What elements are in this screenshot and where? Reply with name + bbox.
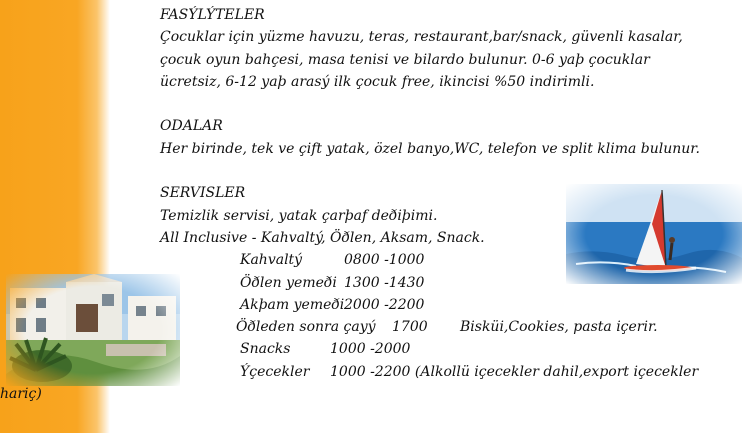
rooms-line: Her birinde, tek ve çift yatak, özel banyo,WC, telefon ve split klima bulunur. [160,140,700,157]
facilities-line: çocuk oyun bahçesi, masa tenisi ve bilardo bulunur. 0-6 yaþ çocuklar [160,51,650,68]
schedule-time: 0800 -1000 [344,252,425,269]
rooms-heading: ODALAR [160,118,223,135]
schedule-label: Öðleden sonra çayý [236,319,376,336]
schedule-label: Ýçecekler [240,363,310,380]
services-line: All Inclusive - Kahvaltý, Öðlen, Aksam, Snack. [160,229,485,246]
schedule-time: 1000 -2000 [330,341,411,358]
facilities-line: ücretsiz, 6-12 yaþ arasý ilk çocuk free, ikincisi %50 indirimli. [160,73,595,90]
schedule-time: 1700 [392,319,428,336]
hotel-info-text [0,4,745,405]
schedule-row [160,249,745,271]
schedule-label: Snacks [240,341,291,358]
schedule-row [160,294,745,316]
schedule-note: (Alkollü içecekler dahil,export içecekler [414,363,699,380]
services-heading: SERVISLER [160,185,246,202]
schedule-row [160,316,745,338]
services-line: Temizlik servisi, yatak çarþaf deðiþimi. [160,207,438,224]
facilities-heading: FASÝLÝTELER [160,7,265,23]
hotel-building-photo [6,274,180,386]
schedule-label: Akþam yemeði [240,296,345,313]
spacer [160,93,745,115]
schedule-time: 2000 -2200 [344,296,425,313]
schedule-row [160,338,745,360]
schedule-note: Bisküi,Cookies, pasta içerir. [460,319,658,336]
schedule-note-tail: hariç) [0,386,42,403]
schedule-time: 1000 -2200 [330,363,411,380]
schedule-label: Öðlen yemeði [240,274,337,291]
schedule-time: 1300 -1430 [344,274,425,291]
schedule-row [160,272,745,294]
facilities-line: Çocuklar için yüzme havuzu, teras, restaurant,bar/snack, güvenli kasalar, [160,29,683,46]
schedule-label: Kahvaltý [240,252,303,269]
schedule-row [160,361,745,383]
spacer [160,160,745,182]
